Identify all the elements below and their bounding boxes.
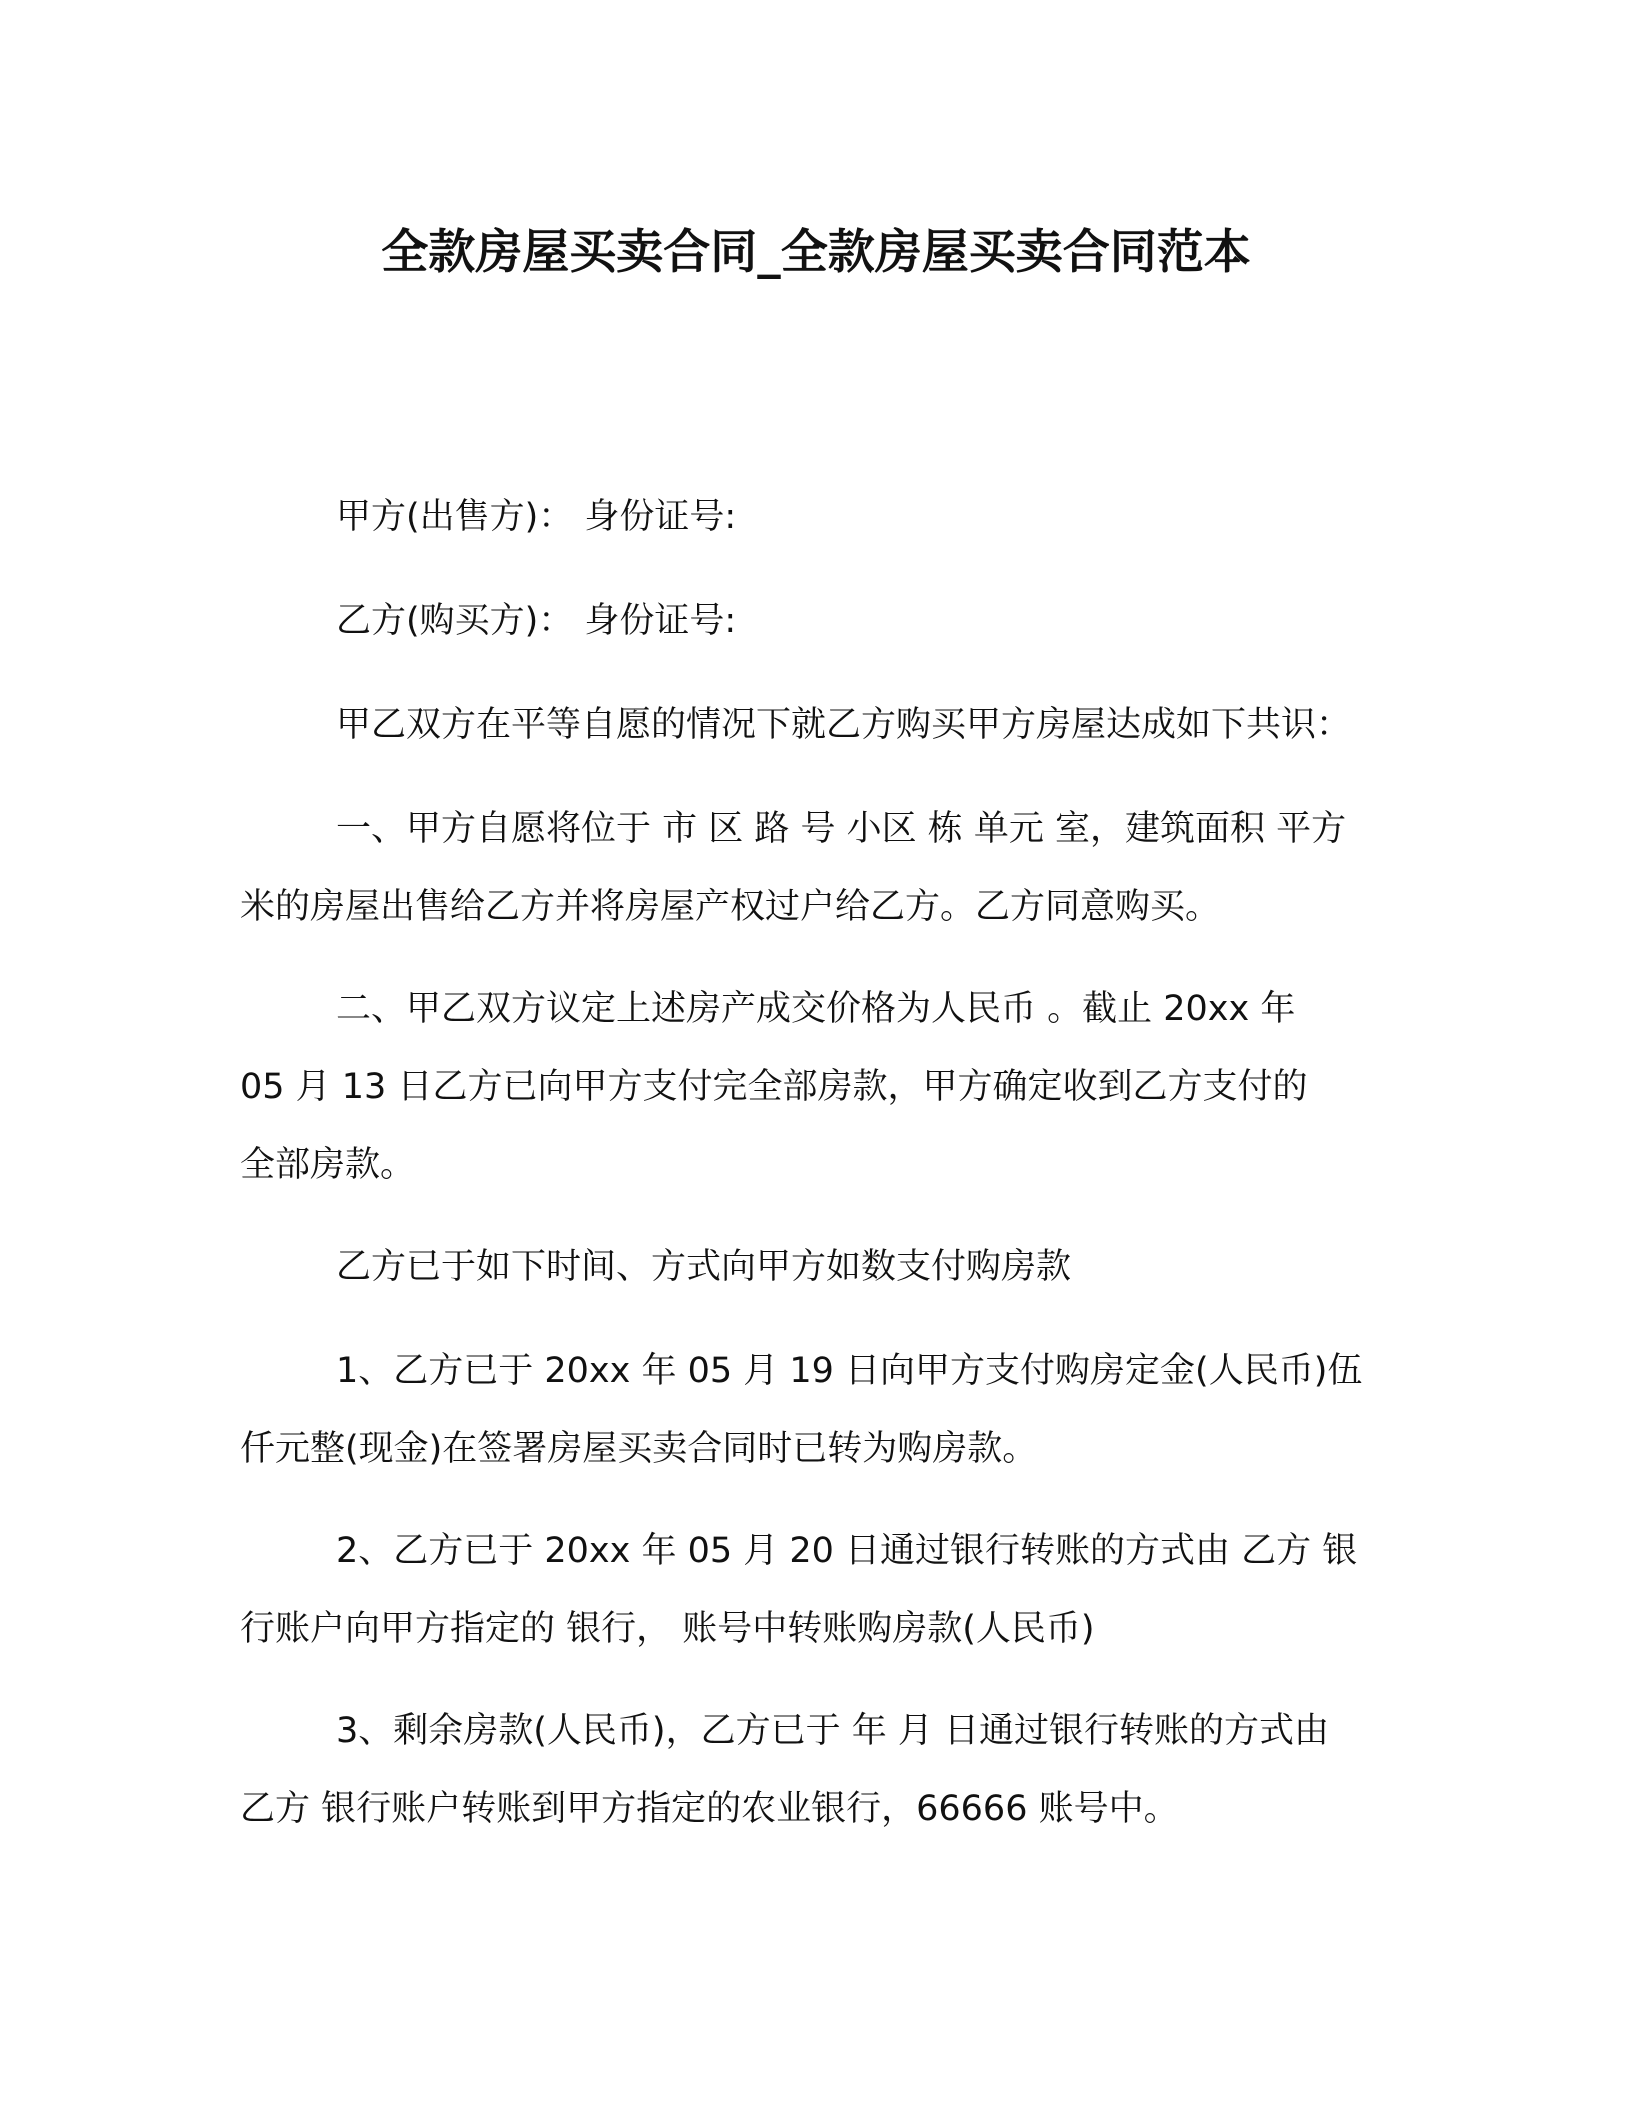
party-b-line xyxy=(240,582,1400,660)
clause-2-line-2: 05 月 13 日乙方已向甲方支付完全部房款，甲方确定收到乙方支付的 xyxy=(240,1067,1308,1107)
document-title: 全款房屋买卖合同_全款房屋买卖合同范本 xyxy=(381,225,1251,280)
clause-1-paragraph xyxy=(240,790,1400,946)
payment-item-3-line-1: 3、剩余房款(人民币)，乙方已于 年 月 日通过银行转账的方式由 xyxy=(336,1711,1329,1751)
payment-item-1-line-2: 仟元整(现金)在签署房屋买卖合同时已转为购房款。 xyxy=(240,1429,1038,1469)
payment-item-2-line-2: 行账户向甲方指定的 银行， 账号中转账购房款(人民币) xyxy=(240,1609,1095,1649)
clause-1-line-1: 一、甲方自愿将位于 市 区 路 号 小区 栋 单元 室，建筑面积 平方 xyxy=(336,809,1347,849)
clause-2-paragraph xyxy=(240,970,1400,1204)
intro-text: 甲乙双方在平等自愿的情况下就乙方购买甲方房屋达成如下共识： xyxy=(336,705,1352,745)
payment-item-1 xyxy=(240,1332,1400,1488)
clause-2-line-1: 二、甲乙双方议定上述房产成交价格为人民币 。截止 20xx 年 xyxy=(336,989,1296,1029)
clause-2-line-3: 全部房款。 xyxy=(240,1145,416,1185)
payment-item-2-line-1: 2、乙方已于 20xx 年 05 月 20 日通过银行转账的方式由 乙方 银 xyxy=(336,1531,1358,1571)
party-a-line xyxy=(240,478,1400,556)
payment-item-2 xyxy=(240,1512,1400,1668)
payment-item-3 xyxy=(240,1692,1400,1848)
clause-1-line-2: 米的房屋出售给乙方并将房屋产权过户给乙方。乙方同意购买。 xyxy=(240,887,1221,927)
payment-intro-text: 乙方已于如下时间、方式向甲方如数支付购房款 xyxy=(336,1247,1072,1287)
payment-intro-paragraph xyxy=(240,1228,1400,1306)
intro-paragraph xyxy=(240,686,1400,764)
payment-item-1-line-1: 1、乙方已于 20xx 年 05 月 19 日向甲方支付购房定金(人民币)伍 xyxy=(336,1351,1363,1391)
party-a-text: 甲方(出售方)： 身份证号: xyxy=(336,497,737,537)
party-b-text: 乙方(购买方)： 身份证号: xyxy=(336,601,737,641)
payment-item-3-line-2: 乙方 银行账户转账到甲方指定的农业银行，66666 账号中。 xyxy=(240,1789,1179,1829)
